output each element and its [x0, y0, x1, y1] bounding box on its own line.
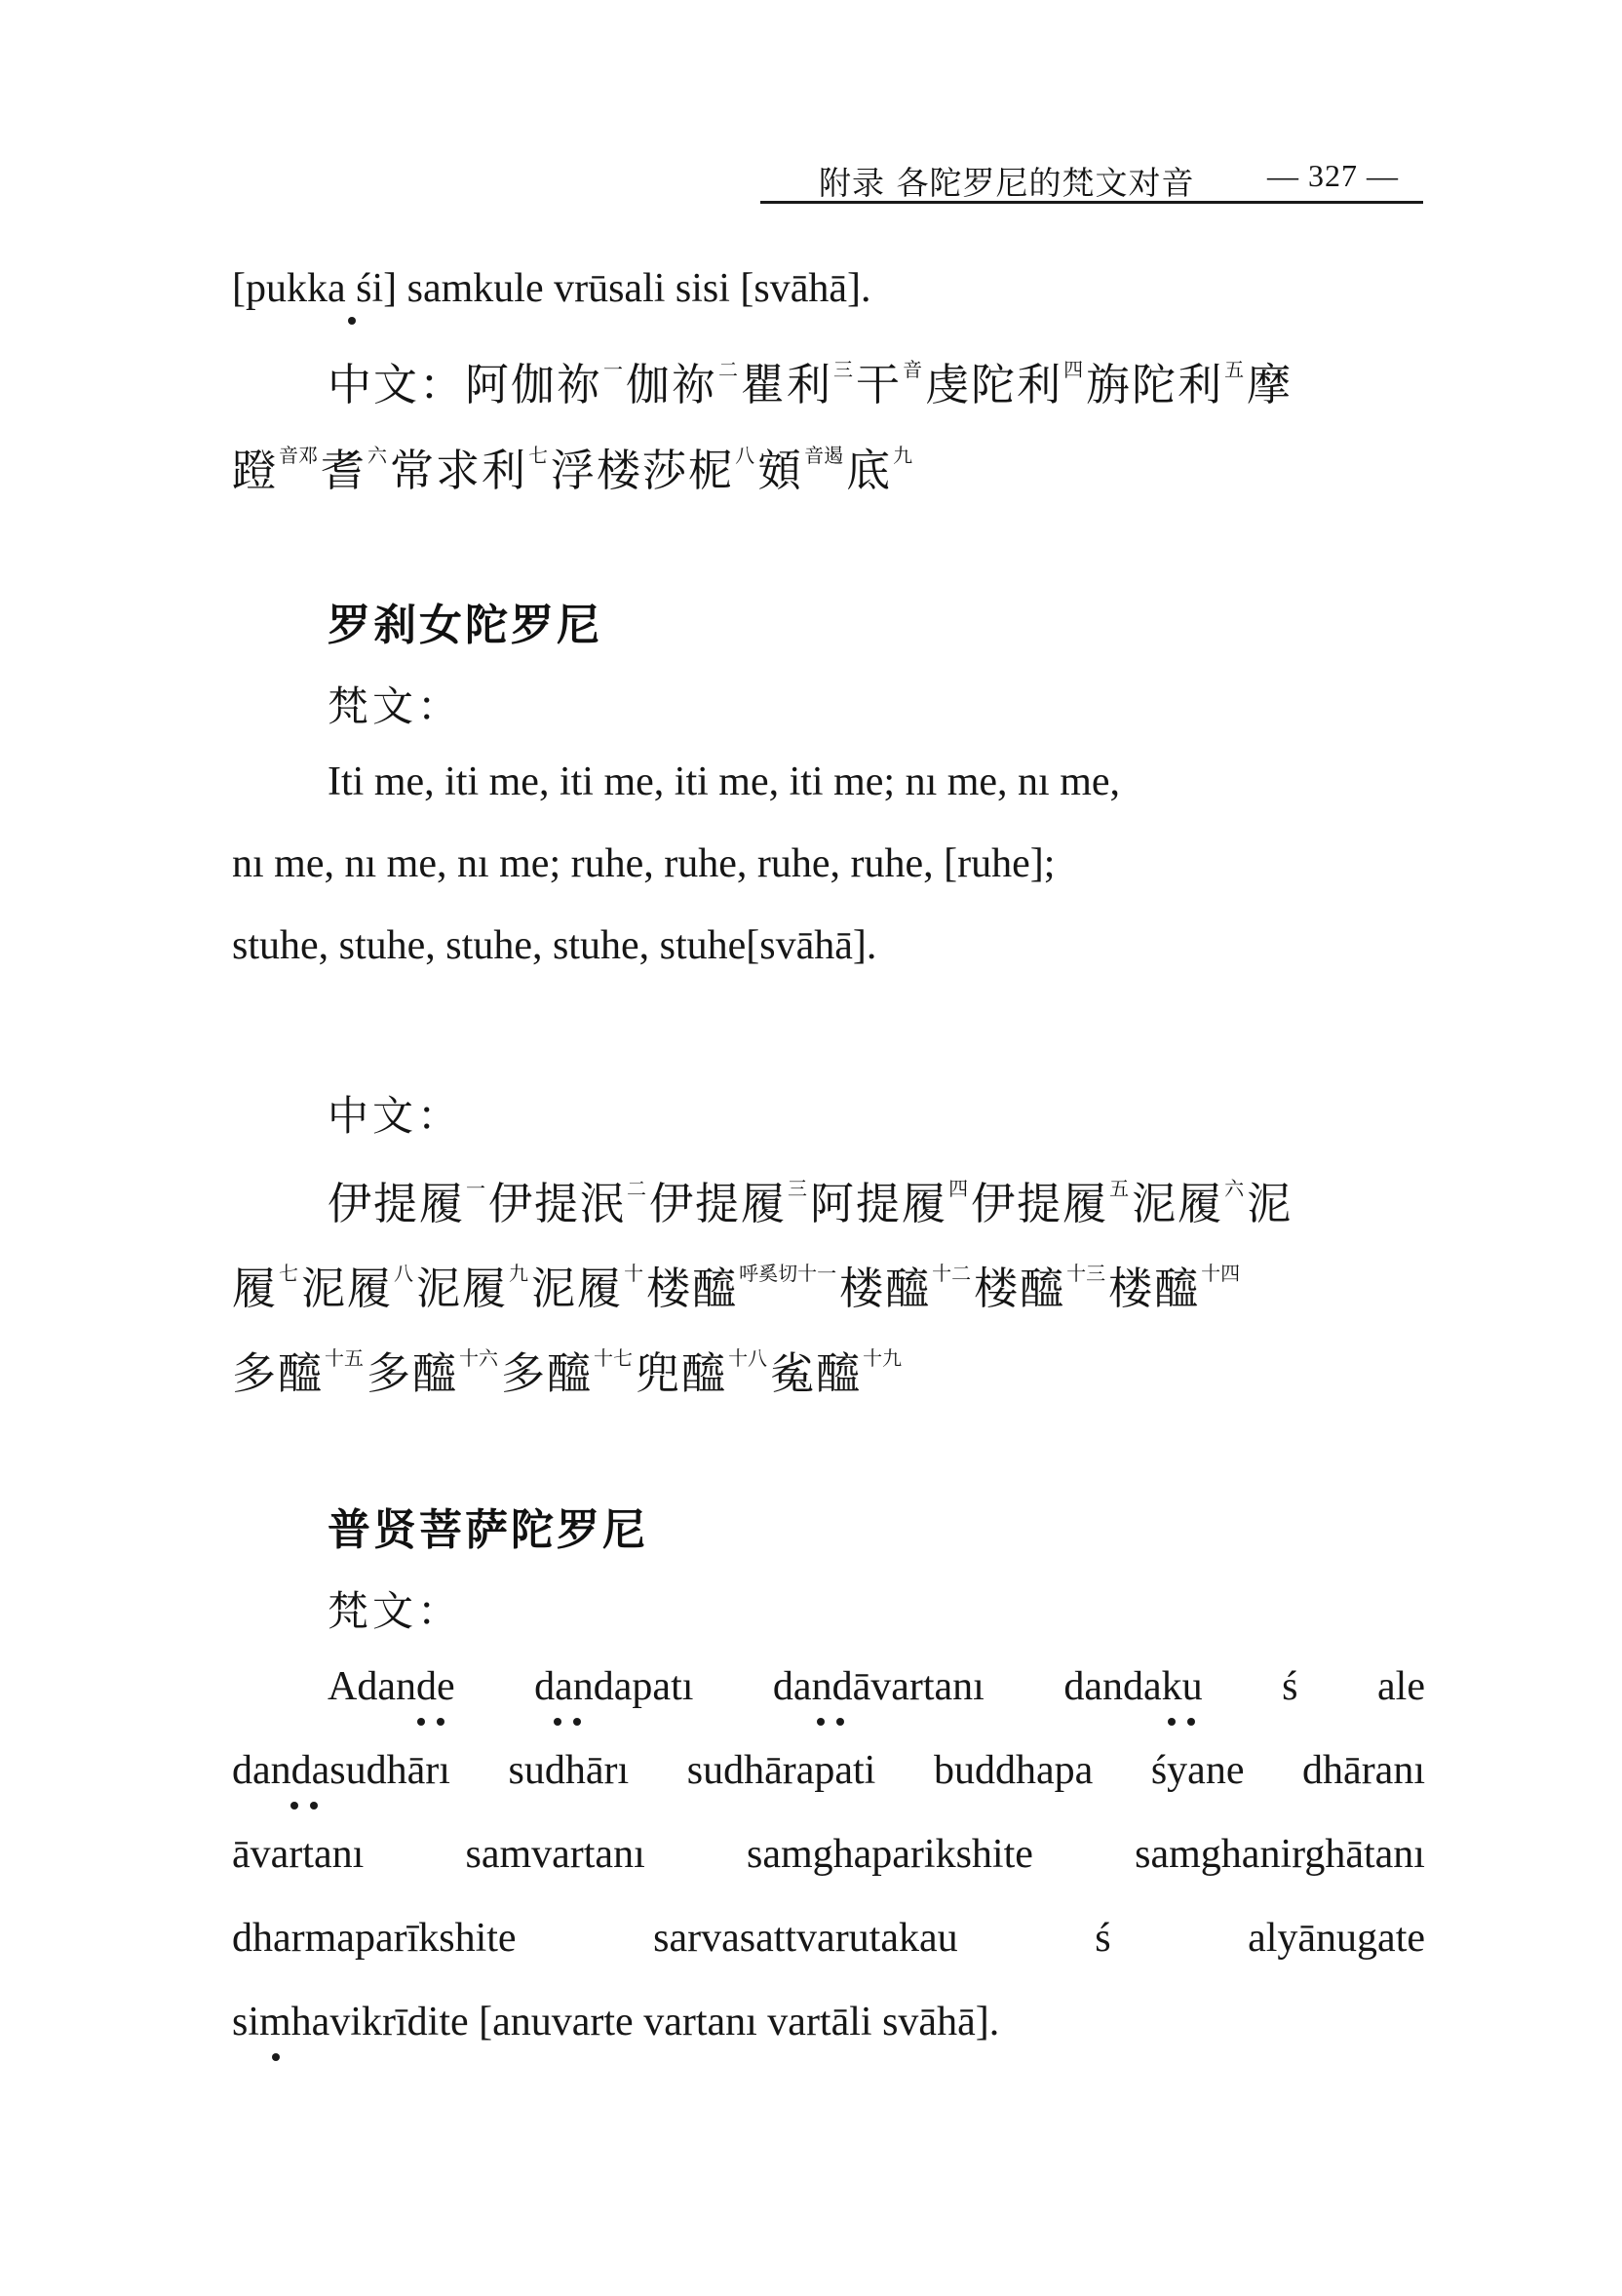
chinese-text-segment: 伊提履	[971, 1178, 1109, 1229]
chinese-text-segment: 泥	[1247, 1178, 1294, 1229]
underdot-mark	[348, 317, 356, 325]
chinese-text-segment: 浮楼莎柅	[551, 445, 735, 496]
sanskrit-word: samvartanı	[465, 1832, 645, 1877]
sanskrit-word: dharmaparīkshite	[232, 1916, 517, 1961]
note-number: 十二	[932, 1262, 972, 1285]
chinese-label: 中文：	[328, 1092, 463, 1140]
sanskrit-line: simhavikrīdite [anuvarte vartanı vartāli svāhā].	[232, 2000, 1000, 2044]
chinese-text-segment: 伊提履	[328, 1178, 466, 1229]
note-number: 二	[627, 1177, 647, 1200]
chinese-text-segment: 瞿利	[741, 359, 833, 410]
note-number: 九	[893, 444, 913, 467]
sanskrit-word: āvartanı	[232, 1832, 365, 1877]
underdot-mark	[290, 1802, 298, 1810]
note-number: 九	[509, 1262, 529, 1285]
chinese-transliteration-line	[328, 349, 1293, 412]
chinese-text-segment: 伊提泯	[488, 1178, 627, 1229]
chinese-text-segment: 泥履	[416, 1263, 509, 1314]
note-number: 八	[735, 444, 755, 467]
sanskrit-line	[232, 1915, 1425, 1962]
chinese-text-segment: 虔陀利	[925, 359, 1063, 410]
note-number: 十七	[594, 1346, 634, 1370]
sanskrit-word: Adande	[328, 1664, 455, 1709]
sanskrit-word: dandapatı	[534, 1664, 694, 1709]
sanskrit-continuation: [pukka śi] samkule vrūsali sisi [svāhā].	[232, 266, 871, 311]
underdot-mark	[817, 1718, 825, 1726]
sanskrit-word: dandaku	[1063, 1664, 1203, 1709]
chinese-text-segment: 多醯	[367, 1347, 459, 1399]
chinese-text-segment: 泥履	[1132, 1178, 1224, 1229]
page-number: — 327 —	[1267, 158, 1399, 193]
chinese-transliteration-line	[232, 435, 915, 498]
sanskrit-word: ś	[1282, 1664, 1298, 1709]
note-number: 三	[788, 1177, 808, 1200]
underdot-mark	[836, 1718, 844, 1726]
sanskrit-line	[232, 1831, 1425, 1878]
underdot-mark	[554, 1718, 561, 1726]
section-heading-samantabhadra: 普贤菩萨陀罗尼	[328, 1505, 648, 1555]
sanskrit-word: alyānugate	[1248, 1916, 1425, 1961]
chinese-text-segment: 頞	[757, 445, 804, 496]
chinese-text-segment: 多醯	[232, 1347, 325, 1399]
chinese-text-segment: 中文：阿伽祢	[328, 359, 603, 410]
note-number: 七	[279, 1262, 299, 1285]
chinese-text-segment: 摩	[1247, 359, 1294, 410]
sanskrit-line: stuhe, stuhe, stuhe, stuhe, stuhe[svāhā].	[232, 923, 877, 968]
sanskrit-word: samghanirghātanı	[1135, 1832, 1425, 1877]
chinese-transliteration-line	[232, 1338, 905, 1401]
note-number: 八	[394, 1262, 414, 1285]
chinese-text-segment: 伽祢	[626, 359, 718, 410]
chinese-transliteration-line	[232, 1253, 1243, 1316]
header-title: 附录 各陀罗尼的梵文对音	[819, 164, 1195, 202]
chinese-text-segment: 泥履	[301, 1263, 394, 1314]
section-heading-rakshasi: 罗刹女陀罗尼	[328, 601, 602, 650]
page-header	[760, 156, 1423, 204]
note-number: 十九	[863, 1346, 903, 1370]
note-number: 音邓	[279, 444, 319, 467]
note-number: 十八	[728, 1346, 768, 1370]
sanskrit-word: ale	[1377, 1664, 1425, 1709]
sanskrit-line: nı me, nı me, nı me; ruhe, ruhe, ruhe, ruhe, [ruhe];	[232, 841, 1056, 886]
note-number: 二	[718, 358, 739, 381]
underdot-mark	[417, 1718, 425, 1726]
chinese-text-segment: 履	[232, 1263, 279, 1314]
note-number: 十三	[1066, 1262, 1106, 1285]
sanskrit-word: sarvasattvarutakau	[653, 1916, 958, 1961]
underdot-mark	[310, 1802, 318, 1810]
chinese-text-segment: 兜醯	[636, 1347, 728, 1399]
sanskrit-label: 梵文：	[328, 1587, 463, 1635]
chinese-text-segment: 底	[846, 445, 893, 496]
chinese-text-segment: 楼醯	[646, 1263, 739, 1314]
note-number: 十五	[325, 1346, 365, 1370]
chinese-text-segment: 阿提履	[810, 1178, 948, 1229]
underdot-mark	[573, 1718, 581, 1726]
chinese-text-segment: 楼醯	[839, 1263, 932, 1314]
note-number: 一	[603, 358, 624, 381]
chinese-text-segment: 㝹醯	[770, 1347, 863, 1399]
chinese-text-segment: 楼醯	[974, 1263, 1066, 1314]
underdot-mark	[272, 2053, 280, 2061]
chinese-text-segment: 常求利	[390, 445, 528, 496]
note-number: 呼奚切十一	[739, 1262, 837, 1285]
underdot-mark	[1187, 1718, 1195, 1726]
sanskrit-label: 梵文：	[328, 682, 463, 730]
note-number: 六	[367, 444, 388, 467]
note-number: 十四	[1201, 1262, 1241, 1285]
note-number: 音	[903, 358, 923, 381]
note-number: 五	[1109, 1177, 1130, 1200]
note-number: 十六	[459, 1346, 499, 1370]
note-number: 十	[624, 1262, 644, 1285]
note-number: 四	[1063, 358, 1084, 381]
sanskrit-line: dandasudhārı sudhārı sudhārapati buddhapa śyane dhāranı	[232, 1748, 1425, 1793]
note-number: 七	[528, 444, 549, 467]
sanskrit-word: samghaparikshite	[746, 1832, 1033, 1877]
sanskrit-word: ś	[1095, 1916, 1111, 1961]
chinese-transliteration-line	[328, 1168, 1293, 1231]
note-number: 六	[1224, 1177, 1245, 1200]
chinese-text-segment: 泥履	[531, 1263, 624, 1314]
chinese-text-segment: 楼醯	[1108, 1263, 1201, 1314]
note-number: 音遏	[804, 444, 844, 467]
chinese-text-segment: 耆	[321, 445, 367, 496]
note-number: 四	[948, 1177, 969, 1200]
chinese-text-segment: 旃陀利	[1086, 359, 1224, 410]
underdot-mark	[1168, 1718, 1176, 1726]
sanskrit-line: Iti me, iti me, iti me, iti me, iti me; nı me, nı me,	[328, 759, 1121, 804]
underdot-mark	[437, 1718, 444, 1726]
sanskrit-line	[328, 1663, 1425, 1710]
chinese-text-segment: 蹬	[232, 445, 279, 496]
chinese-text-segment: 伊提履	[649, 1178, 788, 1229]
note-number: 一	[466, 1177, 486, 1200]
note-number: 五	[1224, 358, 1245, 381]
sanskrit-word: dandāvartanı	[772, 1664, 985, 1709]
note-number: 三	[833, 358, 854, 381]
chinese-text-segment: 干	[856, 359, 903, 410]
chinese-text-segment: 多醯	[501, 1347, 594, 1399]
